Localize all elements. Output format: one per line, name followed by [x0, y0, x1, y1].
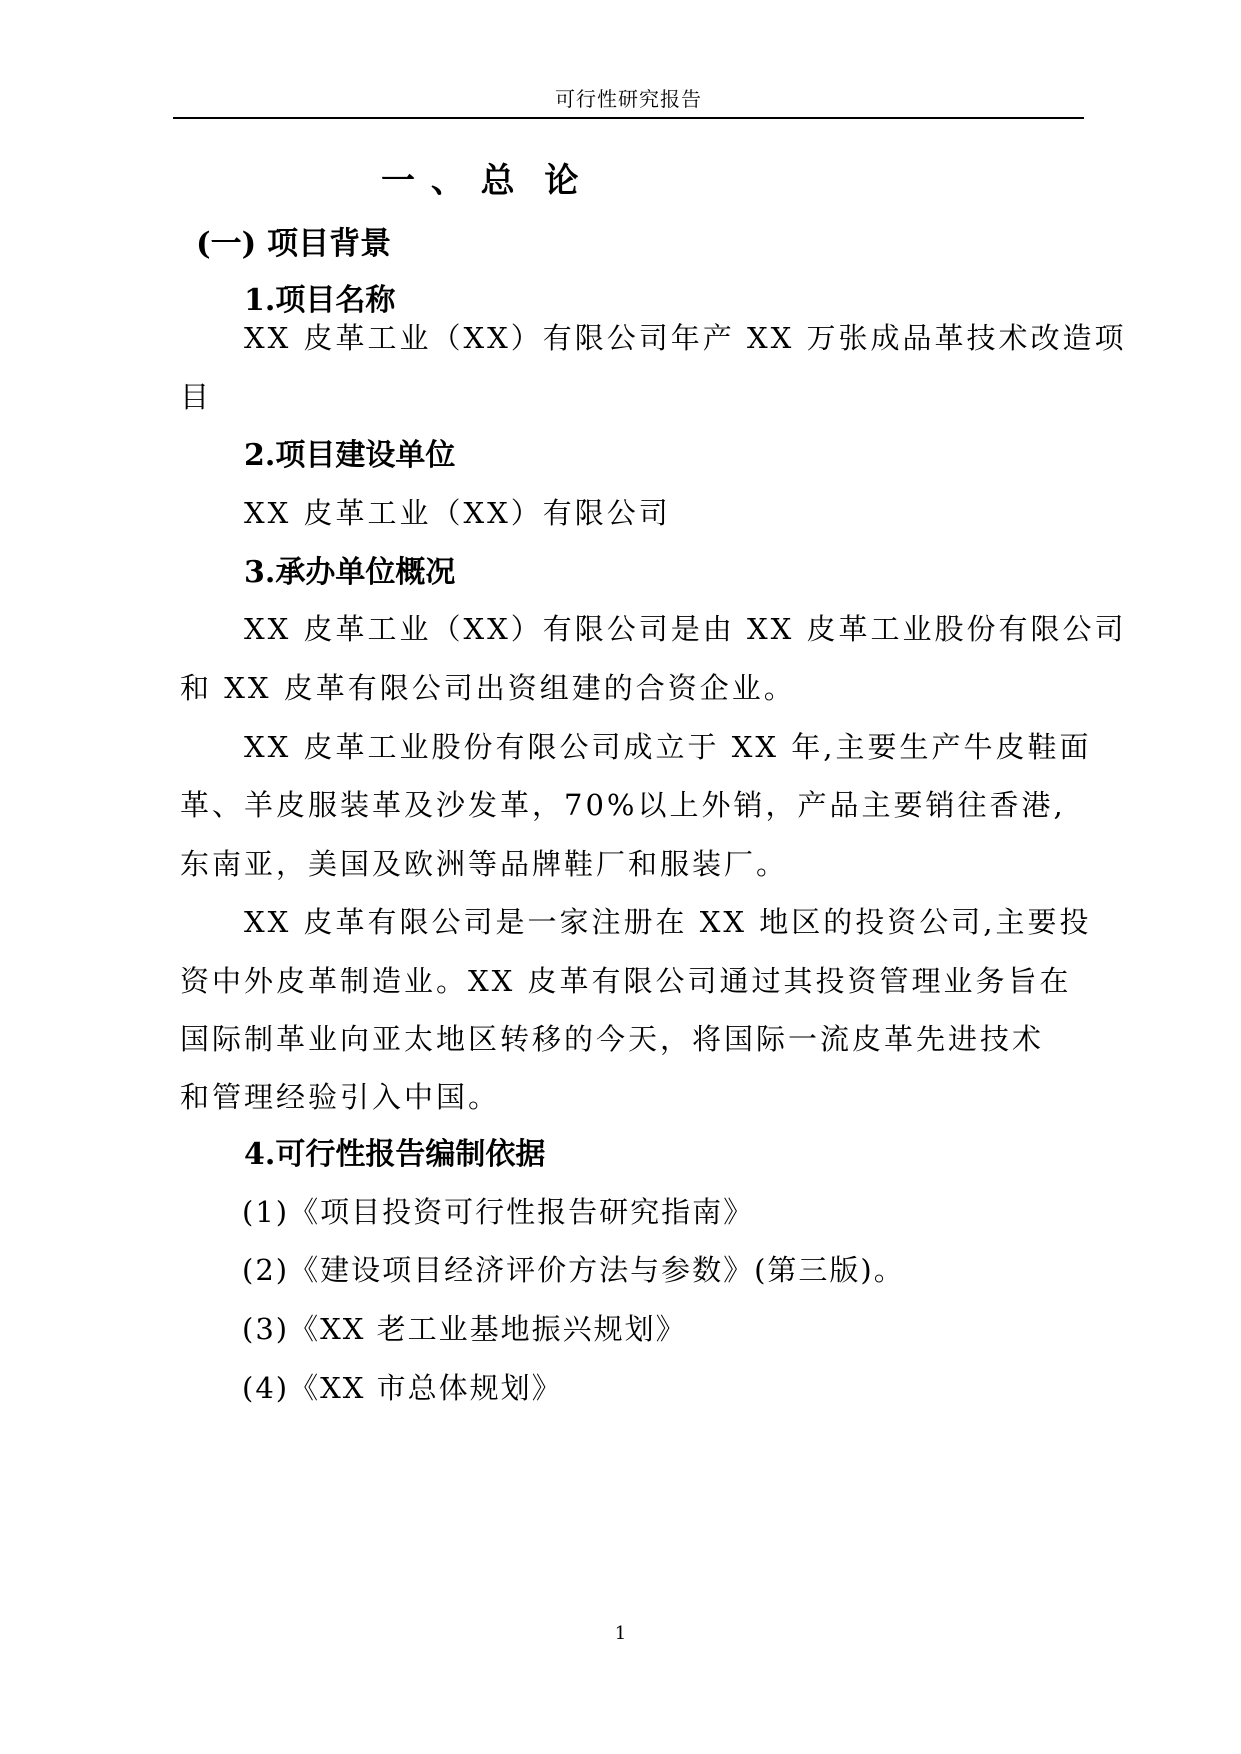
reference-item: (1)《项目投资可行性报告研究指南》 — [242, 1195, 755, 1229]
header-rule — [173, 117, 1084, 119]
reference-item: (3)《XX 老工业基地振兴规划》 — [242, 1312, 687, 1346]
paragraph-line: XX 皮革工业股份有限公司成立于 XX 年,主要生产牛皮鞋面 — [244, 730, 1092, 764]
paragraph-line: 和 XX 皮革有限公司出资组建的合资企业。 — [180, 671, 796, 705]
paragraph-line: XX 皮革有限公司是一家注册在 XX 地区的投资公司,主要投 — [244, 905, 1092, 939]
paragraph-line: XX 皮革工业（XX）有限公司 — [244, 496, 671, 530]
paragraph-line: XX 皮革工业（XX）有限公司年产 XX 万张成品革技术改造项 — [244, 321, 1127, 355]
subheading-basis: 4.可行性报告编制依据 — [244, 1137, 546, 1172]
paragraph-line: 资中外皮革制造业。XX 皮革有限公司通过其投资管理业务旨在 — [180, 964, 1072, 998]
subheading-construction-unit: 2.项目建设单位 — [244, 438, 456, 473]
paragraph-line: 东南亚，美国及欧洲等品牌鞋厂和服装厂。 — [180, 847, 789, 881]
chapter-title: 一 、 总 论 — [381, 161, 581, 201]
paragraph-line: XX 皮革工业（XX）有限公司是由 XX 皮革工业股份有限公司 — [244, 612, 1127, 646]
section-heading: (一) 项目背景 — [196, 226, 392, 262]
paragraph-line: 革、羊皮服装革及沙发革，70%以上外销，产品主要销往香港, — [180, 788, 1066, 822]
subheading-undertaking-unit: 3.承办单位概况 — [244, 555, 456, 590]
reference-item: (2)《建设项目经济评价方法与参数》(第三版)。 — [242, 1253, 905, 1287]
subheading-project-name: 1.项目名称 — [244, 283, 396, 318]
paragraph-line: 目 — [180, 380, 213, 414]
paragraph-line: 和管理经验引入中国。 — [180, 1080, 501, 1114]
reference-item: (4)《XX 市总体规划》 — [242, 1371, 563, 1405]
paragraph-line: 国际制革业向亚太地区转移的今天，将国际一流皮革先进技术 — [180, 1022, 1045, 1056]
page-number: 1 — [614, 1623, 627, 1644]
running-header: 可行性研究报告 — [555, 87, 702, 111]
